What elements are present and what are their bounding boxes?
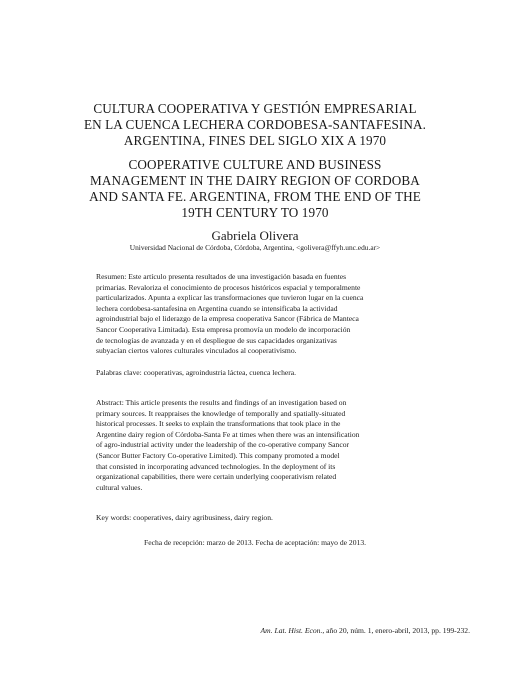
- resumen-line: Resumen: Este artículo presenta resultados de una investigación basada en fuentes: [96, 272, 347, 281]
- resumen-line: de tecnologías de avanzada y en el despliegue de sus capacidades organizativas: [96, 335, 337, 345]
- resumen-line: particularizados. Apunta a explicar las transformaciones que tuvieron lugar en la cuenca: [96, 293, 364, 303]
- palabras-clave: Palabras clave: cooperativas, agroindustria láctea, cuenca lechera.: [96, 368, 297, 377]
- resumen-line: lechera cordobesa-santafesina en Argentina cuando se intensificaba la actividad: [96, 303, 338, 313]
- abstract-line: historical processes. It seeks to explain the transformations that took place in the: [96, 419, 341, 429]
- abstract-line: Abstract: This article presents the results and findings of an investigation based on: [96, 398, 347, 407]
- title-spanish: [70, 101, 440, 149]
- abstract-line: cultural values.: [96, 482, 143, 492]
- abstract-line: that consisted in incorporating advanced technologies. In the deployment of its: [96, 461, 336, 471]
- abstract-line: organizational capabilities, there were certain underlying cooperativism related: [96, 472, 337, 482]
- key-words: Key words: cooperatives, dairy agribusiness, dairy region.: [96, 513, 273, 522]
- abstract-line: Argentine dairy region of Córdoba-Santa Fe at times when there was an intensification: [96, 429, 360, 439]
- reception-dates: Fecha de recepción: marzo de 2013. Fecha de aceptación: mayo de 2013.: [143, 538, 367, 547]
- resumen-paragraph: [96, 272, 416, 357]
- title-line: AND SANTA FE. ARGENTINA, FROM THE END OF THE: [89, 189, 421, 204]
- resumen-line: agroindustrial bajo el liderazgo de la empresa cooperativa Sancor (Fábrica de Manteca: [96, 314, 359, 324]
- author-name: Gabriela Olivera: [211, 228, 299, 243]
- title-english: [70, 157, 440, 221]
- resumen-line: Sancor Cooperativa Limitada). Esta empresa promovía un modelo de incorporación: [96, 324, 351, 334]
- title-line: CULTURA COOPERATIVA Y GESTIÓN EMPRESARIAL: [93, 101, 417, 116]
- title-line: MANAGEMENT IN THE DAIRY REGION OF CORDOBA: [90, 173, 420, 188]
- citation-details: , año 20, núm. 1, enero-abril, 2013, pp. 199-232.: [322, 626, 470, 635]
- title-line: 19TH CENTURY TO 1970: [181, 205, 329, 220]
- abstract-line: (Sancor Butter Factory Co-operative Limited). This company promoted a model: [96, 450, 340, 460]
- title-line: EN LA CUENCA LECHERA CORDOBESA-SANTAFESINA.: [83, 117, 427, 132]
- resumen-line: subyacían ciertos valores culturales vinculados al cooperativismo.: [96, 346, 297, 356]
- abstract-line: primary sources. It reappraises the knowledge of temporally and spatially-situated: [96, 408, 346, 418]
- abstract-line: of agro-industrial activity under the leadership of the co-operative company Sancor: [96, 440, 350, 450]
- title-line: ARGENTINA, FINES DEL SIGLO XIX A 1970: [123, 133, 387, 148]
- journal-citation-footer: [100, 626, 470, 636]
- author-affiliation: Universidad Nacional de Córdoba, Córdoba, Argentina, <golivera@ffyh.unc.edu.ar>: [129, 243, 381, 252]
- resumen-line: primarias. Revaloriza el conocimiento de procesos históricos espacial y temporalmente: [96, 282, 361, 292]
- abstract-paragraph: [96, 398, 416, 493]
- journal-name: Am. Lat. Hist. Econ.: [260, 626, 323, 635]
- title-line: COOPERATIVE CULTURE AND BUSINESS: [128, 157, 382, 172]
